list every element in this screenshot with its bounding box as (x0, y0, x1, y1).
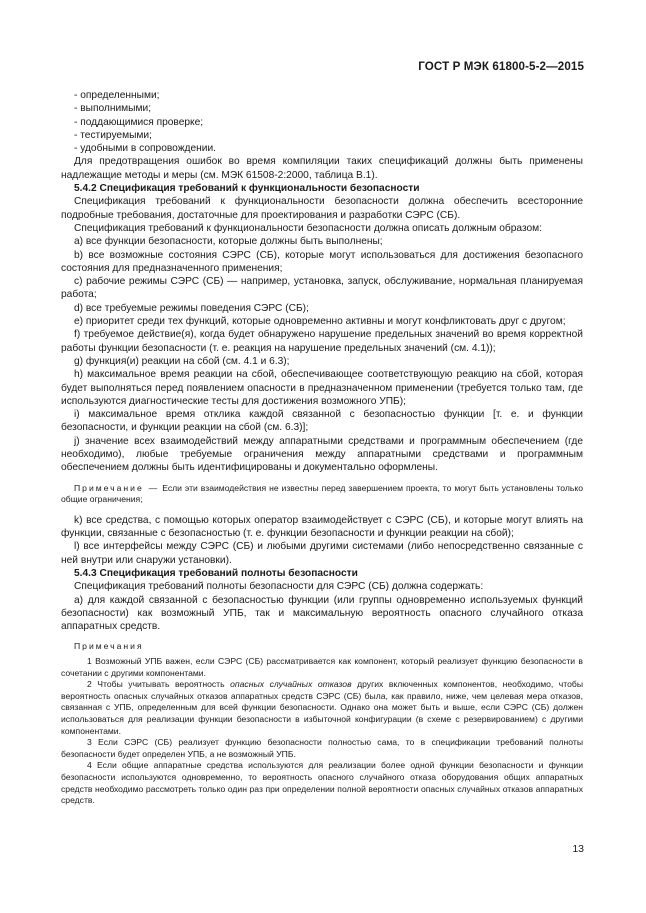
page-number: 13 (572, 843, 584, 855)
note-item (61, 679, 583, 737)
note-italic: опасных случайных отказов (230, 679, 352, 690)
note-item: 3 Если СЭРС (СБ) реализует функцию безопасности полностью сама, то в спецификации требований полноты безопасности будет определен УПБ, а не возможный УПБ. (61, 737, 583, 759)
list-item: - поддающимися проверке; (74, 116, 204, 128)
notes-heading: Примечания (74, 641, 144, 652)
list-item: l) все интерфейсы между СЭРС (СБ) и любыми другими системами (либо непосредственно связанные с ней внутри или снаружи установки). (61, 541, 583, 566)
list-item: b) все возможные состояния СЭРС (СБ), которые могут использоваться для достижения безопасного состояния для предназначенного применения; (61, 249, 583, 274)
list-item: с) рабочие режимы СЭРС (СБ) — например, установка, запуск, обслуживание, нормальная планируемая работа; (61, 276, 583, 301)
list-item: k) все средства, с помощью которых оператор взаимодействует с СЭРС (СБ), и которые могут влиять на функции, связанные с безопасностью (т. е. функции безопасности и функции реакции на сбой); (61, 514, 583, 540)
note-label: Примечание — (74, 482, 160, 493)
note-item: 1 Возможный УПБ важен, если СЭРС (СБ) рассматривается как компонент, который реализует функцию безопасности в сочетании с другими компонентами. (61, 656, 583, 678)
list-item: е) приоритет среди тех функций, которые одновременно активны и могут конфликтовать друг с другом; (74, 316, 566, 328)
paragraph: Спецификация требований полноты безопасности для СЭРС (СБ) должна содержать: (74, 581, 484, 593)
list-item: f) требуемое действие(я), когда будет обнаружено нарушение предельных значений во время корректной работы функции безопасности (т. е. реакция на нарушение предельных значений (см. 4.1)); (61, 329, 583, 354)
note-item: 4 Если общие аппаратные средства используются для реализации более одной функции безопасности и функции безопасности используются одновременно, то вероятность опасного случайного отказа оборудования общих аппаратных средств необходимо рассмотреть только один раз при определении полной вероятности опасных случайных отказов аппаратных средств. (61, 760, 583, 806)
list-item: h) максимальное время реакции на сбой, обеспечивающее соответствующую реакцию на сбой, которая будет выполняться перед появлением опасности в предназначенном применении (требуется только там, где используются диагностические тесты для достижения возможного УПБ); (61, 369, 583, 407)
list-item: - определенными; (74, 90, 160, 101)
note-text: Если эти взаимодействия не известны перед завершением проекта, то могут быть установлены только общие ограничения; (61, 482, 583, 505)
list-item: d) все требуемые режимы поведения СЭРС (СБ); (74, 302, 309, 314)
paragraph: Для предотвращения ошибок во время компиляции таких спецификаций должны быть применены надлежащие методы и меры (см. МЭК 61508-2:2000, таблица В.1). (61, 156, 583, 181)
paragraph: Спецификация требований к функциональности безопасности должна обеспечить всесторонние подробные требования, достаточные для проектирования и разработки СЭРС (СБ). (61, 196, 583, 221)
list-item: а) для каждой связанной с безопасностью функции (или группы одновременно используемых функций безопасности) как возможный УПБ, так и максимальную вероятность опасного случайного отказа аппаратных средств. (61, 594, 583, 633)
page-content (61, 89, 583, 807)
note-text: других включенных компонентов, необходимо, чтобы вероятность опасных случайных отказов аппаратных средств СЭРС (СБ) была, как правило, ниже, чем целевая мера отказов, связанная с УПБ, определенным для всей функции безопасности. Однако она может быть и выше, если СЭРС (СБ) должен использоваться для реализации функции безопасности в избыточной конфигурации (в схеме с резервированием) с другими компонентами. (61, 679, 583, 736)
list-item: а) все функции безопасности, которые должны быть выполнены; (74, 236, 383, 248)
list-item: i) максимальное время отклика каждой связанной с безопасностью функции [т. е. и функции безопасности, и функции реакции на сбой (см. 6.3)]; (61, 409, 583, 434)
section-heading-5-4-3: 5.4.3 Спецификация требований полноты безопасности (74, 567, 358, 579)
note-text: 2 Чтобы учитывать вероятность (87, 679, 231, 690)
list-item: - выполнимыми; (74, 103, 152, 115)
section-heading-5-4-2: 5.4.2 Спецификация требований к функциональности безопасности (74, 183, 420, 195)
list-item: g) функция(и) реакции на сбой (см. 4.1 и 6.3); (74, 355, 290, 367)
document-header: ГОСТ Р МЭК 61800-5-2—2015 (418, 60, 584, 73)
list-item: - тестируемыми; (74, 129, 152, 141)
paragraph: Спецификация требований к функциональности безопасности должна описать должным образом: (74, 222, 542, 234)
note (61, 483, 583, 506)
list-item: j) значение всех взаимодействий между аппаратными средствами и программным обеспечением (где необходимо), любые требуемые ограничения между аппаратными средствами и программным обеспечением должны быть идентифицированы и документально оформлены. (61, 435, 583, 474)
list-item: - удобными в сопровождении. (74, 143, 216, 155)
